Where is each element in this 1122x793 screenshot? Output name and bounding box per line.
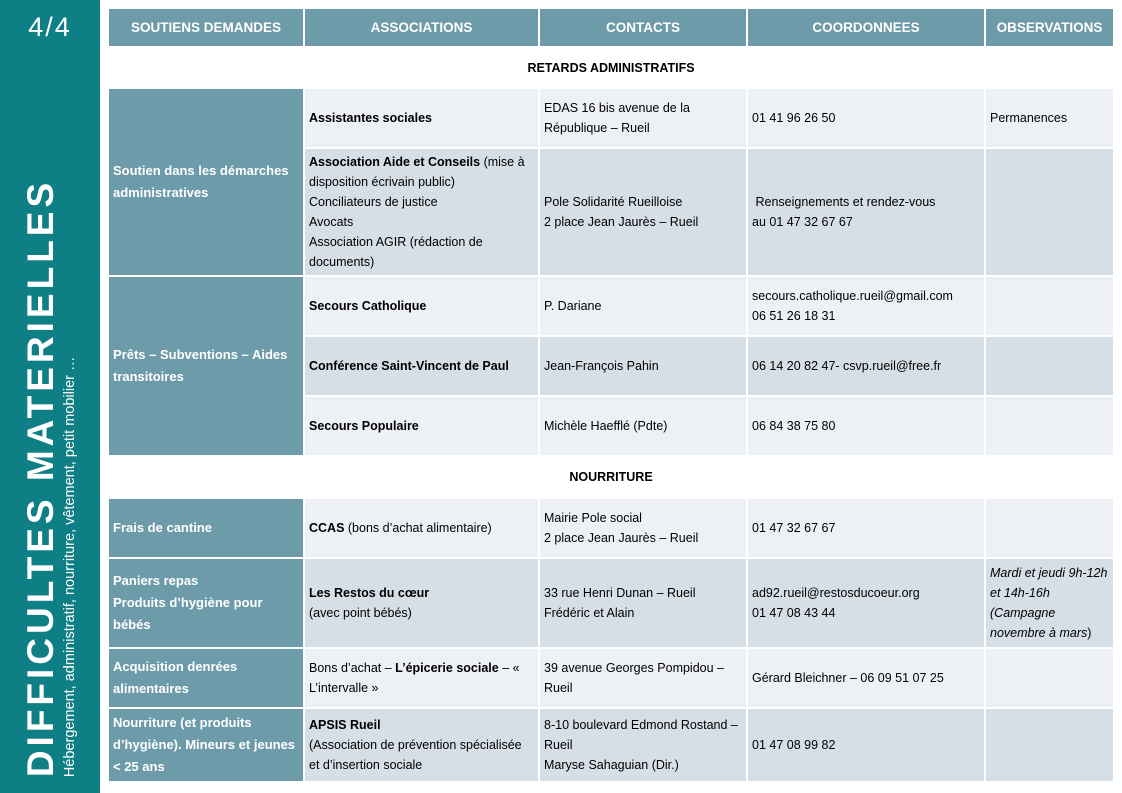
table-row bbox=[108, 88, 1114, 148]
obs-cell bbox=[985, 498, 1114, 558]
obs-line: Mardi et jeudi 9h-12h et 14h-16h bbox=[990, 566, 1108, 600]
coord-cell: 01 47 08 99 82 bbox=[747, 708, 985, 782]
obs-line bbox=[990, 603, 1109, 643]
assoc-name: L’épicerie sociale bbox=[395, 661, 499, 675]
assoc-line bbox=[309, 152, 534, 192]
contact-cell: Michèle Haefflé (Pdte) bbox=[539, 396, 747, 456]
assoc-cell bbox=[304, 648, 539, 708]
assoc-name: APSIS Rueil bbox=[309, 718, 381, 732]
assoc-cell: Assistantes sociales bbox=[304, 88, 539, 148]
coord-cell bbox=[747, 558, 985, 648]
assoc-cell bbox=[304, 708, 539, 782]
obs-note-end: ) bbox=[1087, 626, 1092, 640]
coord-cell: 01 41 96 26 50 bbox=[747, 88, 985, 148]
obs-cell bbox=[985, 708, 1114, 782]
side-title: DIFFICULTES MATERIELLES bbox=[20, 178, 61, 778]
contact-line: 2 place Jean Jaurès – Rueil bbox=[544, 215, 699, 229]
contact-line: 8-10 boulevard Edmond Rostand – Rueil bbox=[544, 718, 738, 752]
vertical-title bbox=[21, 179, 79, 777]
resources-table bbox=[107, 7, 1115, 783]
obs-cell bbox=[985, 396, 1114, 456]
coord-line: 01 47 08 43 44 bbox=[752, 606, 836, 620]
side-subtitle: Hébergement, administratif, nourriture, vêtement, petit mobilier … bbox=[62, 356, 78, 778]
coord-cell: 01 47 32 67 67 bbox=[747, 498, 985, 558]
assoc-cell: Secours Populaire bbox=[304, 396, 539, 456]
contact-cell bbox=[539, 708, 747, 782]
assoc-cell: Secours Catholique bbox=[304, 276, 539, 336]
coord-line: ad92.rueil@restosducoeur.org bbox=[752, 586, 920, 600]
coord-cell: Gérard Bleichner – 06 09 51 07 25 bbox=[747, 648, 985, 708]
assoc-post: – « L’intervalle » bbox=[309, 661, 520, 695]
contact-line: Pole Solidarité Rueilloise bbox=[544, 195, 683, 209]
contact-cell bbox=[539, 498, 747, 558]
obs-cell bbox=[985, 648, 1114, 708]
obs-cell bbox=[985, 276, 1114, 336]
assoc-line: Avocats bbox=[309, 215, 354, 229]
coord-cell bbox=[747, 276, 985, 336]
contact-cell bbox=[539, 148, 747, 276]
table-row bbox=[108, 276, 1114, 336]
section-title-food: NOURRITURE bbox=[108, 456, 1114, 498]
category-demarches: Soutien dans les démarches administratives bbox=[108, 88, 304, 276]
contact-cell: P. Dariane bbox=[539, 276, 747, 336]
coord-line: secours.catholique.rueil@gmail.com bbox=[752, 289, 953, 303]
category-cantine: Frais de cantine bbox=[108, 498, 304, 558]
coord-cell bbox=[747, 148, 985, 276]
assoc-name: CCAS bbox=[309, 521, 345, 535]
coord-cell: 06 84 38 75 80 bbox=[747, 396, 985, 456]
assoc-line: Conciliateurs de justice bbox=[309, 195, 438, 209]
header-row bbox=[108, 8, 1114, 47]
table-row bbox=[108, 648, 1114, 708]
assoc-note: (bons d’achat alimentaire) bbox=[344, 521, 492, 535]
category-prets: Prêts – Subventions – Aides transitoires bbox=[108, 276, 304, 456]
contact-line: République – Rueil bbox=[544, 121, 650, 135]
assoc-line: (avec point bébés) bbox=[309, 606, 412, 620]
assoc-line: (Association de prévention spécialisée et d’insertion sociale bbox=[309, 738, 522, 772]
section-row bbox=[108, 47, 1114, 88]
contact-cell: 39 avenue Georges Pompidou – Rueil bbox=[539, 648, 747, 708]
header-associations: ASSOCIATIONS bbox=[304, 8, 539, 47]
coord-line: 06 51 26 18 31 bbox=[752, 309, 836, 323]
header-soutiens: SOUTIENS DEMANDES bbox=[108, 8, 304, 47]
obs-cell bbox=[985, 148, 1114, 276]
contact-line: 2 place Jean Jaurès – Rueil bbox=[544, 531, 699, 545]
header-coordonnees: COORDONNEES bbox=[747, 8, 985, 47]
contact-line: Frédéric et Alain bbox=[544, 606, 635, 620]
header-observations: OBSERVATIONS bbox=[985, 8, 1114, 47]
contact-cell bbox=[539, 88, 747, 148]
table-row bbox=[108, 558, 1114, 648]
page-number: 4/4 bbox=[28, 12, 72, 42]
contact-cell bbox=[539, 558, 747, 648]
category-paniers bbox=[108, 558, 304, 648]
category-nourriture: Nourriture (et produits d’hygiène). Mineurs et jeunes < 25 ans bbox=[108, 708, 304, 782]
header-contacts: CONTACTS bbox=[539, 8, 747, 47]
contact-cell: Jean-François Pahin bbox=[539, 336, 747, 396]
section-title-admin: RETARDS ADMINISTRATIFS bbox=[108, 47, 1114, 88]
assoc-cell: Conférence Saint-Vincent de Paul bbox=[304, 336, 539, 396]
assoc-name: Les Restos du cœur bbox=[309, 586, 430, 600]
obs-cell bbox=[985, 336, 1114, 396]
assoc-line: Association AGIR (rédaction de documents) bbox=[309, 235, 483, 269]
assoc-note: (mise à disposition écrivain public) bbox=[309, 155, 525, 189]
category-denrees: Acquisition denrées alimentaires bbox=[108, 648, 304, 708]
obs-cell bbox=[985, 558, 1114, 648]
assoc-name: Association Aide et Conseils bbox=[309, 155, 481, 169]
assoc-cell bbox=[304, 148, 539, 276]
contact-line: EDAS 16 bis avenue de la bbox=[544, 101, 690, 115]
contact-line: 33 rue Henri Dunan – Rueil bbox=[544, 586, 696, 600]
category-line: Paniers repas bbox=[113, 573, 199, 588]
assoc-cell bbox=[304, 558, 539, 648]
assoc-pre: Bons d’achat – bbox=[309, 661, 396, 675]
coord-cell: 06 14 20 82 47- csvp.rueil@free.fr bbox=[747, 336, 985, 396]
contact-line: Maryse Sahaguian (Dir.) bbox=[544, 758, 679, 772]
coord-line: Renseignements et rendez-vous bbox=[752, 195, 936, 209]
obs-cell: Permanences bbox=[985, 88, 1114, 148]
category-line: Produits d’hygiène pour bébés bbox=[113, 595, 263, 632]
assoc-cell bbox=[304, 498, 539, 558]
table-row bbox=[108, 708, 1114, 782]
sidebar bbox=[0, 0, 100, 793]
obs-note: (Campagne novembre à mars bbox=[990, 606, 1088, 640]
section-row bbox=[108, 456, 1114, 498]
table-row bbox=[108, 498, 1114, 558]
contact-line: Mairie Pole social bbox=[544, 511, 642, 525]
coord-line: au 01 47 32 67 67 bbox=[752, 215, 853, 229]
